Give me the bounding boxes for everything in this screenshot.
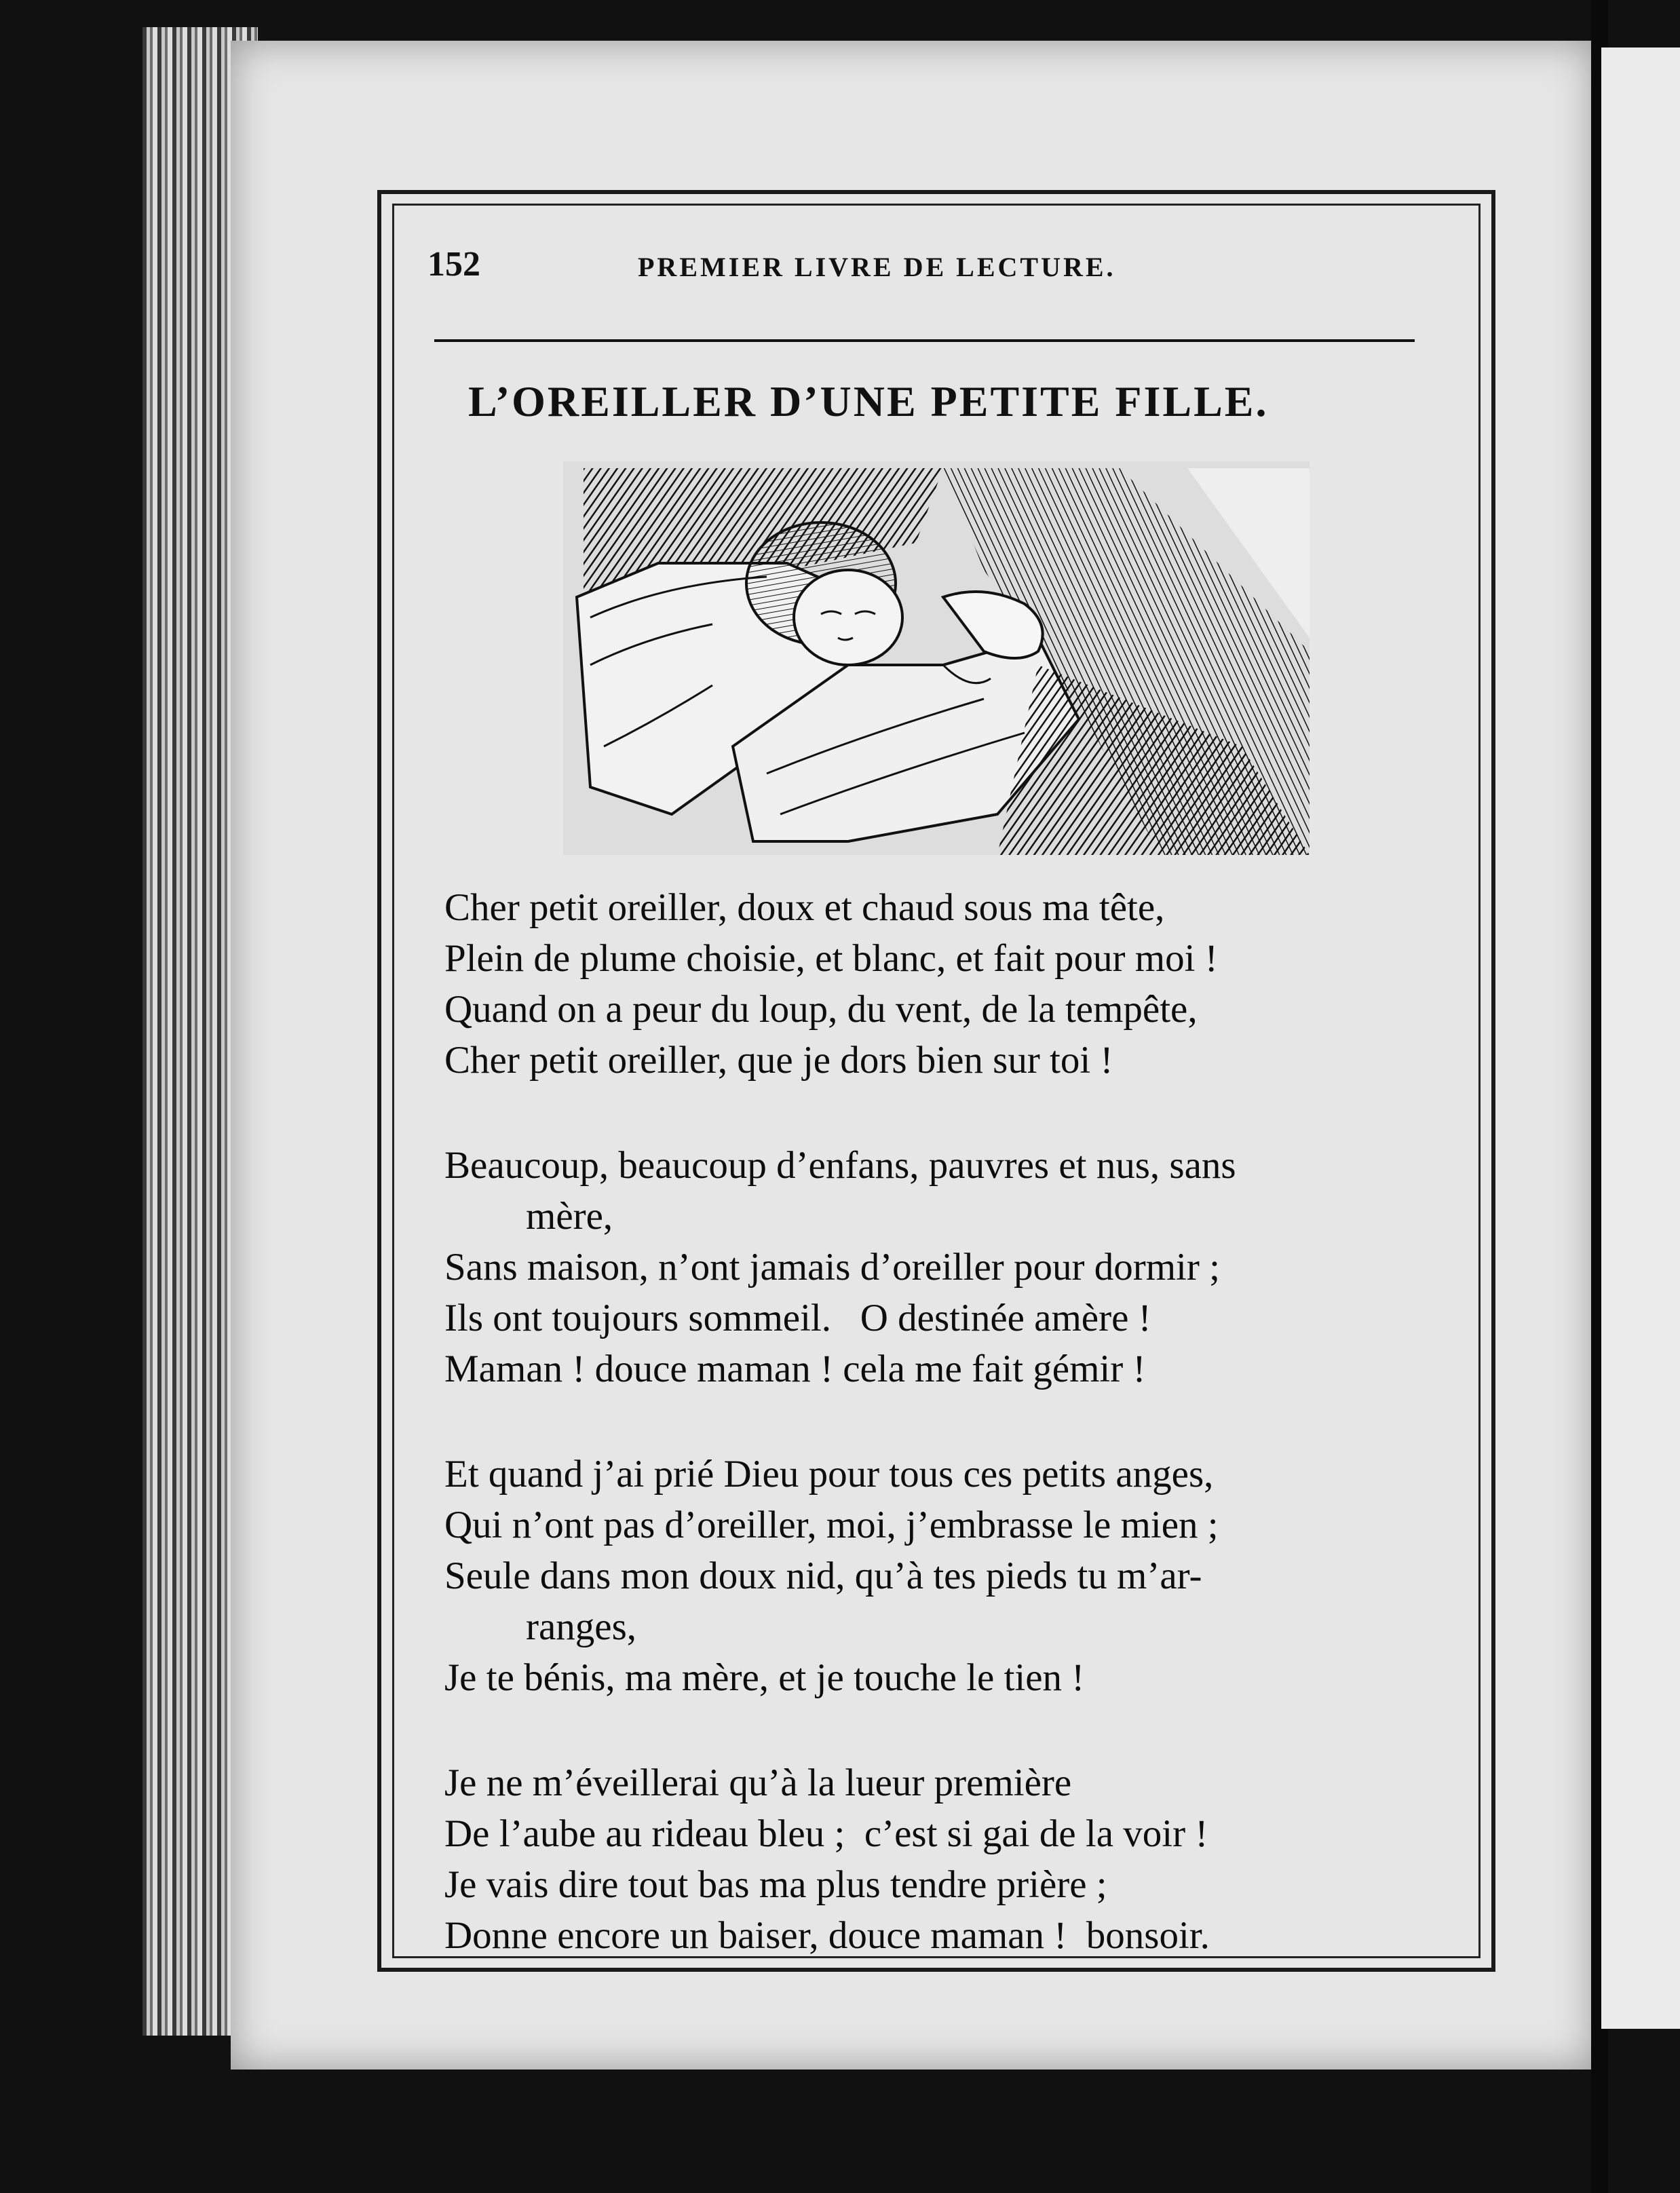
poem-line: Ils ont toujours sommeil. O destinée amère ! <box>444 1297 1151 1339</box>
page-number: 152 <box>427 245 480 284</box>
poem-line: Qui n’ont pas d’oreiller, moi, j’embrasse le mien ; <box>444 1504 1219 1546</box>
poem-line: Sans maison, n’ont jamais d’oreiller pour dormir ; <box>444 1246 1220 1289</box>
poem-body <box>444 882 1449 2015</box>
poem-line-continuation: ranges, <box>526 1605 637 1648</box>
poem-line: De l’aube au rideau bleu ; c’est si gai de la voir ! <box>444 1812 1208 1855</box>
poem-line-continuation: mère, <box>526 1195 613 1238</box>
poem-line: Et quand j’ai prié Dieu pour tous ces petits anges, <box>444 1453 1214 1495</box>
poem-line: Plein de plume choisie, et blanc, et fait pour moi ! <box>444 937 1218 980</box>
page-header <box>427 244 1411 299</box>
poem-line: Je ne m’éveillerai qu’à la lueur première <box>444 1761 1072 1804</box>
poem-line: Je te bénis, ma mère, et je touche le tien ! <box>444 1656 1085 1699</box>
poem-line: Quand on a peur du loup, du vent, de la tempête, <box>444 988 1198 1031</box>
poem-line: Cher petit oreiller, que je dors bien sur toi ! <box>444 1039 1113 1082</box>
poem-line: Seule dans mon doux nid, qu’à tes pieds tu m’ar- <box>444 1555 1202 1597</box>
poem-line: Maman ! douce maman ! cela me fait gémir ! <box>444 1348 1146 1390</box>
header-rule <box>434 339 1415 342</box>
poem-stanza-2 <box>444 1140 1449 1394</box>
facing-page-edge <box>1601 47 1680 2029</box>
poem-line: Cher petit oreiller, doux et chaud sous ma tête, <box>444 886 1165 929</box>
running-head: PREMIER LIVRE DE LECTURE. <box>638 252 1116 282</box>
poem-stanza-1 <box>444 882 1449 1086</box>
poem-line: Donne encore un baiser, douce maman ! bonsoir. <box>444 1914 1210 1957</box>
poem-line: Je vais dire tout bas ma plus tendre prière ; <box>444 1863 1107 1906</box>
poem-stanza-4 <box>444 1757 1449 1961</box>
poem-stanza-3 <box>444 1449 1449 1703</box>
sleeping-girl-engraving-icon <box>563 461 1310 855</box>
poem-title: L’OREILLER D’UNE PETITE FILLE. <box>468 377 1269 425</box>
poem-line: Beaucoup, beaucoup d’enfans, pauvres et nus, sans <box>444 1144 1236 1187</box>
